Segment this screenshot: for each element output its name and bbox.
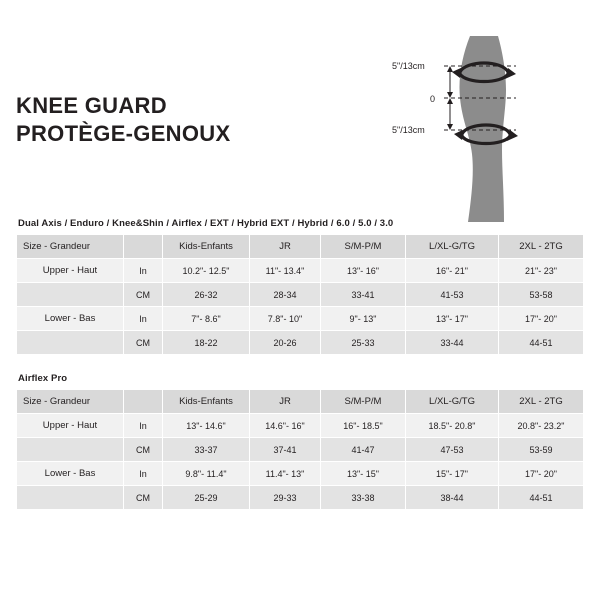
size-table-1 (16, 234, 584, 355)
size-table-section-2 (16, 373, 584, 510)
cell-value: 9"- 13" (321, 307, 406, 331)
row-unit: CM (124, 438, 163, 462)
cell-value: 28-34 (250, 283, 321, 307)
cell-value: 11"- 13.4" (250, 259, 321, 283)
column-header-2xl: 2XL - 2TG (499, 235, 584, 259)
row-label-continuation (17, 283, 124, 307)
cell-value: 18.5"- 20.8" (406, 414, 499, 438)
cell-value: 7.8"- 10" (250, 307, 321, 331)
cell-value: 10.2"- 12.5" (163, 259, 250, 283)
cell-value: 38-44 (406, 486, 499, 510)
row-label-lower: Lower - Bas (17, 462, 124, 486)
table-row (17, 438, 584, 462)
table-row (17, 414, 584, 438)
column-header-sm: S/M-P/M (321, 390, 406, 414)
illustration-top-label: 5"/13cm (392, 61, 425, 71)
cell-value: 14.6"- 16" (250, 414, 321, 438)
title-line-french: PROTÈGE-GENOUX (16, 121, 231, 147)
table-row (17, 283, 584, 307)
table-header-row (17, 235, 584, 259)
cell-value: 29-33 (250, 486, 321, 510)
row-label-upper: Upper - Haut (17, 414, 124, 438)
column-header-kids: Kids-Enfants (163, 235, 250, 259)
cell-value: 13"- 15" (321, 462, 406, 486)
cell-value: 33-37 (163, 438, 250, 462)
column-header-jr: JR (250, 235, 321, 259)
cell-value: 41-47 (321, 438, 406, 462)
row-unit: In (124, 307, 163, 331)
row-label-upper: Upper - Haut (17, 259, 124, 283)
row-label-lower: Lower - Bas (17, 307, 124, 331)
cell-value: 53-58 (499, 283, 584, 307)
cell-value: 47-53 (406, 438, 499, 462)
column-header-2xl: 2XL - 2TG (499, 390, 584, 414)
cell-value: 20.8"- 23.2" (499, 414, 584, 438)
cell-value: 33-44 (406, 331, 499, 355)
cell-value: 17"- 20" (499, 462, 584, 486)
cell-value: 13"- 16" (321, 259, 406, 283)
cell-value: 17"- 20" (499, 307, 584, 331)
row-unit: In (124, 414, 163, 438)
cell-value: 13"- 14.6" (163, 414, 250, 438)
column-header-kids: Kids-Enfants (163, 390, 250, 414)
cell-value: 11.4"- 13" (250, 462, 321, 486)
column-header-sm: S/M-P/M (321, 235, 406, 259)
table-row (17, 331, 584, 355)
table-row (17, 259, 584, 283)
leg-measurement-diagram (392, 34, 592, 224)
cell-value: 9.8"- 11.4" (163, 462, 250, 486)
title-line-english: KNEE GUARD (16, 93, 167, 118)
row-label-continuation (17, 438, 124, 462)
page-title (16, 92, 396, 148)
row-unit: CM (124, 486, 163, 510)
cell-value: 7"- 8.6" (163, 307, 250, 331)
cell-value: 15"- 17" (406, 462, 499, 486)
row-label-continuation (17, 331, 124, 355)
cell-value: 44-51 (499, 331, 584, 355)
cell-value: 13"- 17" (406, 307, 499, 331)
column-header-unit (124, 390, 163, 414)
column-header-lxl: L/XL-G/TG (406, 390, 499, 414)
cell-value: 33-38 (321, 486, 406, 510)
cell-value: 37-41 (250, 438, 321, 462)
table-row (17, 486, 584, 510)
illustration-bottom-label: 5"/13cm (392, 125, 425, 135)
row-unit: CM (124, 283, 163, 307)
column-header-unit (124, 235, 163, 259)
cell-value: 44-51 (499, 486, 584, 510)
cell-value: 16"- 18.5" (321, 414, 406, 438)
cell-value: 20-26 (250, 331, 321, 355)
table-header-row (17, 390, 584, 414)
table-row (17, 307, 584, 331)
cell-value: 26-32 (163, 283, 250, 307)
column-header-size: Size - Grandeur (17, 235, 124, 259)
table-row (17, 462, 584, 486)
size-table-2 (16, 389, 584, 510)
row-unit: CM (124, 331, 163, 355)
size-table-section-1 (16, 218, 584, 355)
row-unit: In (124, 462, 163, 486)
cell-value: 53-59 (499, 438, 584, 462)
cell-value: 25-29 (163, 486, 250, 510)
cell-value: 21"- 23" (499, 259, 584, 283)
cell-value: 33-41 (321, 283, 406, 307)
cell-value: 41-53 (406, 283, 499, 307)
table-heading-1: Dual Axis / Enduro / Knee&Shin / Airflex / EXT / Hybrid EXT / Hybrid / 6.0 / 5.0 / 3.0 (18, 218, 394, 229)
cell-value: 25-33 (321, 331, 406, 355)
column-header-jr: JR (250, 390, 321, 414)
column-header-size: Size - Grandeur (17, 390, 124, 414)
cell-value: 18-22 (163, 331, 250, 355)
cell-value: 16"- 21" (406, 259, 499, 283)
row-unit: In (124, 259, 163, 283)
row-label-continuation (17, 486, 124, 510)
illustration-middle-label: 0 (430, 94, 436, 104)
column-header-lxl: L/XL-G/TG (406, 235, 499, 259)
table-heading-2: Airflex Pro (18, 373, 68, 384)
